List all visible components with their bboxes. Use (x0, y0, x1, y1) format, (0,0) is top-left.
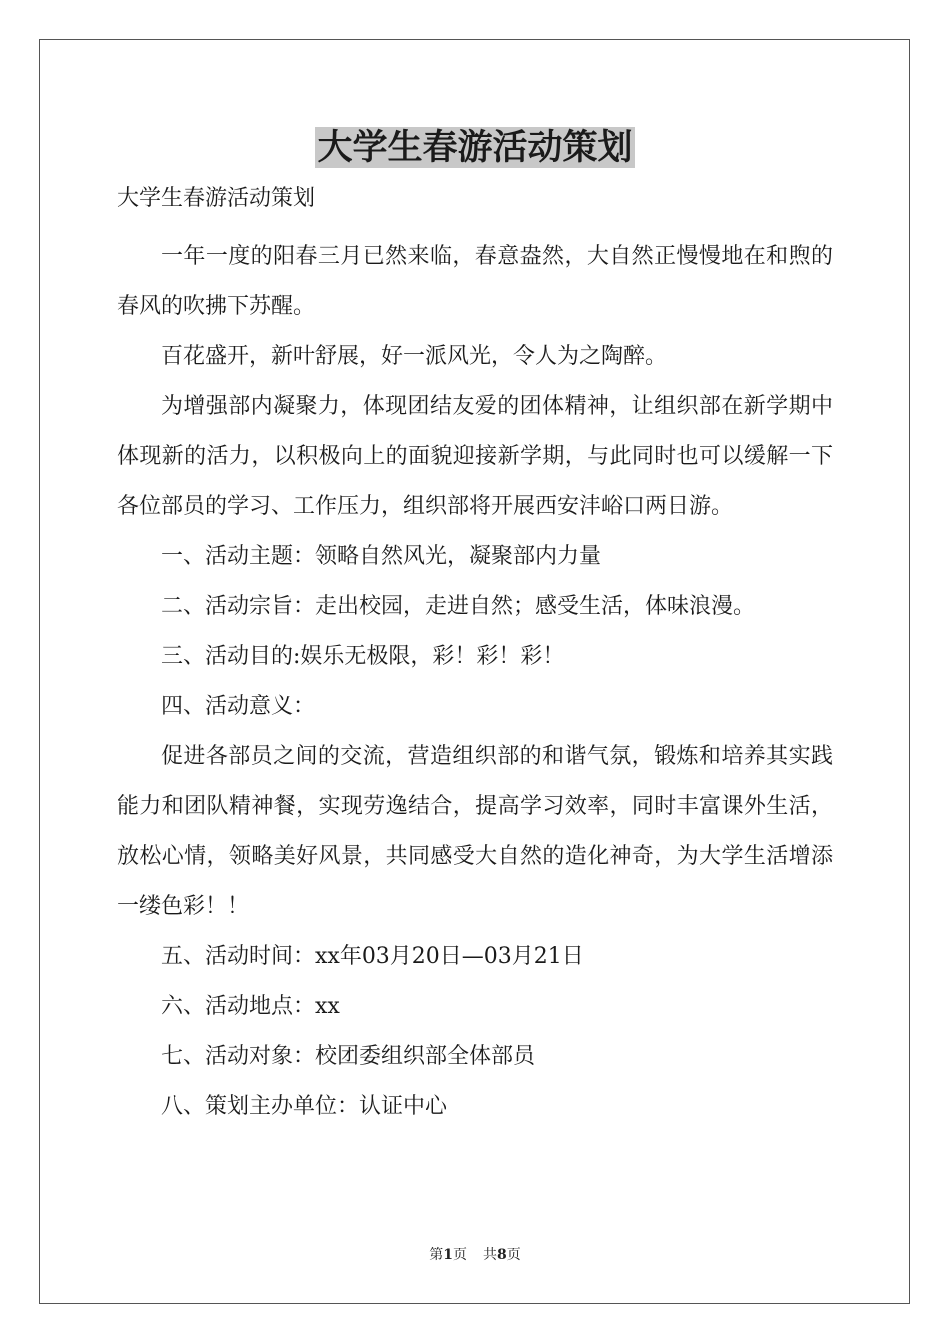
paragraph: 促进各部员之间的交流，营造组织部的和谐气氛，锻炼和培养其实践能力和团队精神餐，实现劳逸结合，提高学习效率，同时丰富课外生活，放松心情，领略美好风景，共同感受大自然的造化神奇，为大学生活增添一缕色彩！！ (117, 744, 833, 919)
document-title-text: 大学生春游活动策划 (317, 127, 633, 168)
paragraph: 二、活动宗旨：走出校园，走进自然；感受生活，体味浪漫。 (161, 594, 756, 619)
paragraph: 百花盛开，新叶舒展，好一派风光，令人为之陶醉。 (161, 344, 668, 369)
paragraph: 一、活动主题：领略自然风光，凝聚部内力量 (161, 544, 602, 569)
paragraph: 为增强部内凝聚力，体现团结友爱的团体精神，让组织部在新学期中体现新的活力，以积极向上的面貌迎接新学期，与此同时也可以缓解一下各位部员的学习、工作压力，组织部将开展西安沣峪口两日游。 (117, 394, 833, 519)
page-current: 1 (443, 1247, 453, 1263)
paragraph: 一年一度的阳春三月已然来临，春意盎然，大自然正慢慢地在和煦的春风的吹拂下苏醒。 (117, 244, 833, 319)
paragraph: 七、活动对象：校团委组织部全体部员 (161, 1044, 536, 1069)
paragraph: 八、策划主办单位：认证中心 (161, 1094, 448, 1119)
paragraph: 五、活动时间：xx年03月20日—03月21日 (161, 944, 584, 969)
paragraph: 六、活动地点：xx (161, 994, 340, 1019)
page-suffix: 页 (453, 1247, 467, 1263)
total-prefix: 共 (483, 1247, 497, 1263)
document-title (0, 126, 950, 170)
paragraph: 三、活动目的:娱乐无极限，彩！彩！彩！ (161, 644, 565, 669)
page-total: 8 (497, 1247, 507, 1263)
document-body (117, 232, 833, 1132)
paragraph: 四、活动意义： (161, 694, 316, 719)
page-prefix: 第 (429, 1247, 444, 1263)
page-footer (0, 1245, 950, 1265)
document-subtitle: 大学生春游活动策划 (117, 186, 316, 211)
total-suffix: 页 (506, 1247, 521, 1263)
